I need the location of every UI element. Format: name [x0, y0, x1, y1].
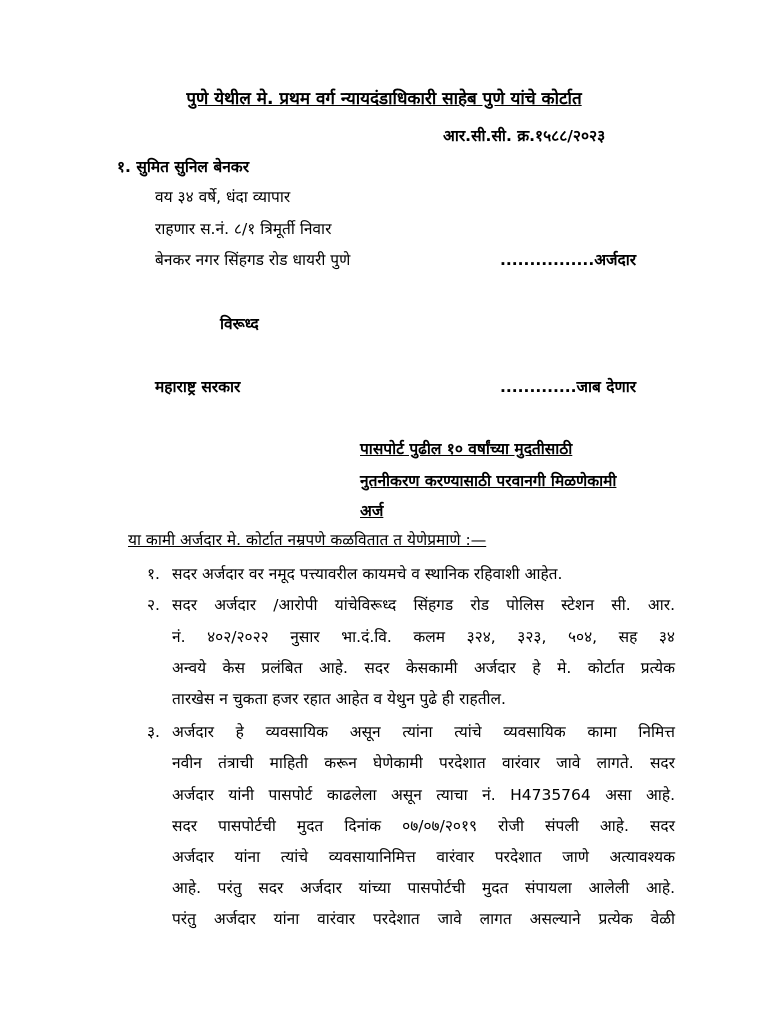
paragraph-3-line: नवीन तंत्राची माहिती करून घेणेकामी परदेशात वारंवार जावे लागते. सदर — [172, 754, 675, 772]
paragraph-2-line: नं. ४०२/२०२२ नुसार भा.दं.वि. कलम ३२४, ३२३, ५०४, सह ३४ — [172, 628, 675, 646]
applicant-role: ................अर्जदार — [500, 251, 637, 269]
paragraph-2-line: अन्वये केस प्रलंबित आहे. सदर केसकामी अर्जदार हे मे. कोर्टात प्रत्येक — [172, 659, 675, 677]
paragraph-number: २. — [147, 596, 160, 614]
respondent-role: .............जाब देणार — [500, 378, 637, 396]
paragraph-3-line: परंतु अर्जदार यांना वारंवार परदेशात जावे लागत असल्याने प्रत्येक वेळी — [172, 910, 675, 928]
paragraph-2-line: सदर अर्जदार /आरोपी यांचेविरूध्द सिंहगड रोड पोलिस स्टेशन सी. आर. — [172, 596, 675, 614]
paragraph-3-line: आहे. परंतु सदर अर्जदार यांच्या पासपोर्टची मुदत संपायला आलेली आहे. — [172, 879, 675, 897]
court-heading: पुणे येथील मे. प्रथम वर्ग न्यायदंडाधिकारी साहेब पुणे यांचे कोर्टात — [186, 89, 582, 109]
paragraph-3-line: सदर पासपोर्टची मुदत दिनांक ०७/०७/२०१९ रोजी संपली आहे. सदर — [172, 817, 675, 835]
paragraph-2-line: तारखेस न चुकता हजर रहात आहेत व येथुन पुढे ही राहतील. — [172, 690, 506, 708]
applicant-name: १. सुमित सुनिल बेनकर — [117, 158, 250, 176]
intro-statement: या कामी अर्जदार मे. कोर्टात नम्रपणे कळवितात त येणेप्रमाणे :— — [128, 531, 487, 549]
paragraph-number: १. — [147, 565, 160, 583]
respondent-name: महाराष्ट्र सरकार — [155, 378, 241, 396]
paragraph-number: ३. — [147, 723, 160, 741]
applicant-address-line-1: राहणार स.नं. ८/१ त्रिमूर्ती निवार — [155, 220, 332, 238]
paragraph-3-line: अर्जदार हे व्यवसायिक असून त्यांना त्यांचे व्यवसायिक कामा निमित्त — [172, 723, 675, 741]
applicant-age-occupation: वय ३४ वर्षे, धंदा व्यापार — [155, 188, 291, 206]
subject-line-1: पासपोर्ट पुढील १० वर्षांच्या मुदतीसाठी — [360, 440, 573, 458]
subject-line-3: अर्ज — [360, 502, 384, 520]
applicant-address-line-2: बेनकर नगर सिंहगड रोड धायरी पुणे — [155, 251, 351, 269]
versus-label: विरूध्द — [220, 315, 259, 333]
subject-line-2: नुतनीकरण करण्यासाठी परवानगी मिळणेकामी — [360, 472, 617, 490]
case-number: आर.सी.सी. क्र.१५८८/२०२३ — [443, 127, 606, 145]
paragraph-3-line: अर्जदार यांनी पासपोर्ट काढलेला असून त्याचा नं. H4735764 असा आहे. — [172, 786, 675, 804]
paragraph-3-line: अर्जदार यांना त्यांचे व्यवसायानिमित्त वारंवार परदेशात जाणे अत्यावश्यक — [172, 848, 675, 866]
paragraph-1-line: सदर अर्जदार वर नमूद पत्त्यावरील कायमचे व स्थानिक रहिवाशी आहेत. — [172, 565, 563, 583]
